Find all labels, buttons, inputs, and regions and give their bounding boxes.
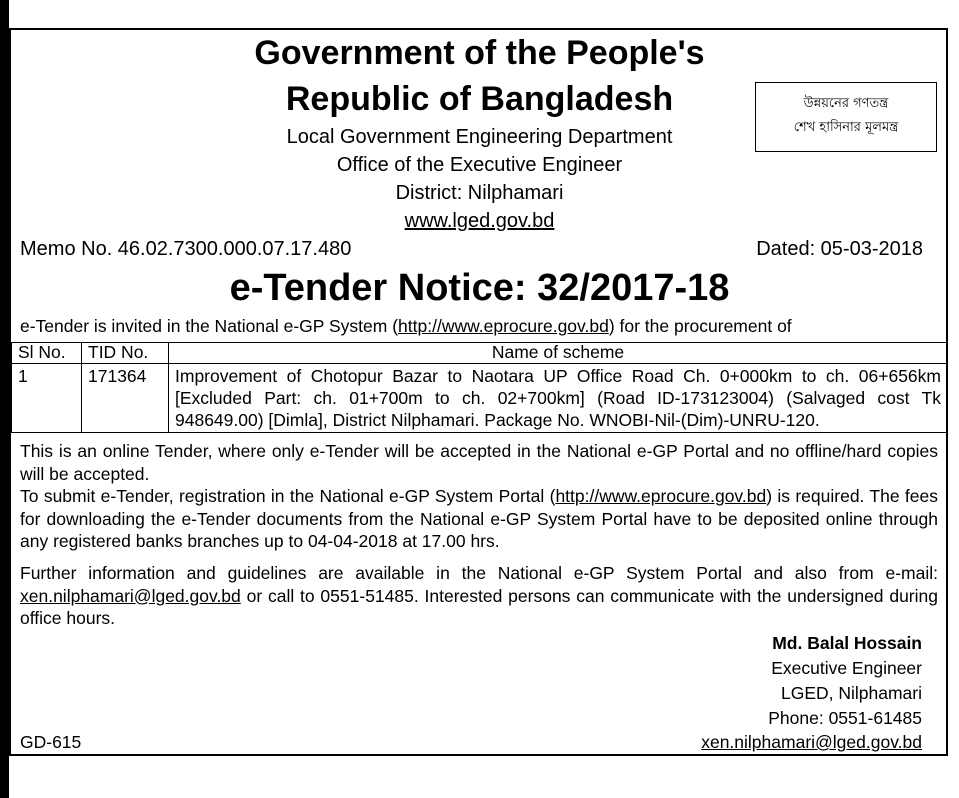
paragraph-online-tender: This is an online Tender, where only e-Tender will be accepted in the National e-GP Portal and no offline/hard copies will be accepted. (20, 441, 938, 484)
left-border-strip (0, 0, 9, 798)
signatory-name: Md. Balal Hossain (772, 633, 922, 653)
slogan-line-2: শেখ হাসিনার মূলমন্ত্র (793, 120, 899, 135)
email-link[interactable]: xen.nilphamari@lged.gov.bd (20, 585, 241, 606)
title-line-1: Government of the People's (254, 34, 705, 72)
memo-number: Memo No. 46.02.7300.000.07.17.480 (20, 238, 352, 260)
eprocure-link-2[interactable]: http://www.eprocure.gov.bd (555, 486, 767, 506)
intro-text-before: e-Tender is invited in the National e-GP System ( (20, 316, 399, 336)
p3-text-before: Further information and guidelines are available in the National e-GP System Portal and also from e-mail: (20, 563, 938, 583)
p2-text-before: To submit e-Tender, registration in the National e-GP System Portal ( (20, 486, 556, 506)
title-line-2: Republic of Bangladesh (285, 80, 674, 118)
memo-date: Dated: 05-03-2018 (756, 238, 923, 260)
paragraph-further-info (20, 562, 938, 630)
website-link[interactable]: www.lged.gov.bd (404, 210, 555, 232)
p3-text-after: or call to 0551-51485. Interested persons can communicate with the undersigned during office hours. (20, 585, 938, 628)
signatory-email[interactable]: xen.nilphamari@lged.gov.bd (701, 732, 922, 752)
signatory-office: LGED, Nilphamari (780, 683, 922, 703)
table-row (12, 364, 948, 433)
office-name: Office of the Executive Engineer (336, 154, 623, 176)
header-tid-no: TID No. (82, 343, 169, 364)
scheme-table (11, 342, 948, 433)
department-name: Local Government Engineering Department (286, 126, 673, 148)
cell-scheme: Improvement of Chotopur Bazar to Naotara UP Office Road Ch. 0+000km to ch. 06+656km [Excluded Part: ch. 01+700m to ch. 02+700km] (Road ID-173123004) (Salvaged cost Tk 948649.00) [Dimla], District Nilphamari. Package No. WNOBI-Nil-(Dim)-UNRU-120. (169, 364, 948, 433)
notice-title: e-Tender Notice: 32/2017-18 (229, 267, 730, 309)
signatory-phone: Phone: 0551-61485 (768, 708, 922, 728)
signatory-title: Executive Engineer (771, 658, 922, 678)
paragraph-registration (20, 485, 938, 553)
p2-text-after: ) is required. The fees for downloading the e-Tender documents from the National e-GP System Portal have to be deposited online through any registered banks branches up to 04-04-2018 at 17.00 hrs. (20, 486, 938, 551)
cell-sl: 1 (12, 364, 82, 433)
slogan-box (755, 82, 937, 152)
intro-line (20, 316, 792, 337)
district-name: District: Nilphamari (395, 182, 564, 204)
slogan-line-1: উন্নয়নের গণতন্ত্র (803, 96, 889, 111)
eprocure-link[interactable]: http://www.eprocure.gov.bd (398, 316, 609, 336)
header-scheme-name: Name of scheme (169, 343, 948, 364)
cell-tid: 171364 (82, 364, 169, 433)
intro-text-after: ) for the procurement of (608, 316, 792, 336)
footer-code: GD-615 (20, 732, 82, 752)
header-sl-no: Sl No. (12, 343, 82, 364)
table-header-row (12, 343, 948, 364)
